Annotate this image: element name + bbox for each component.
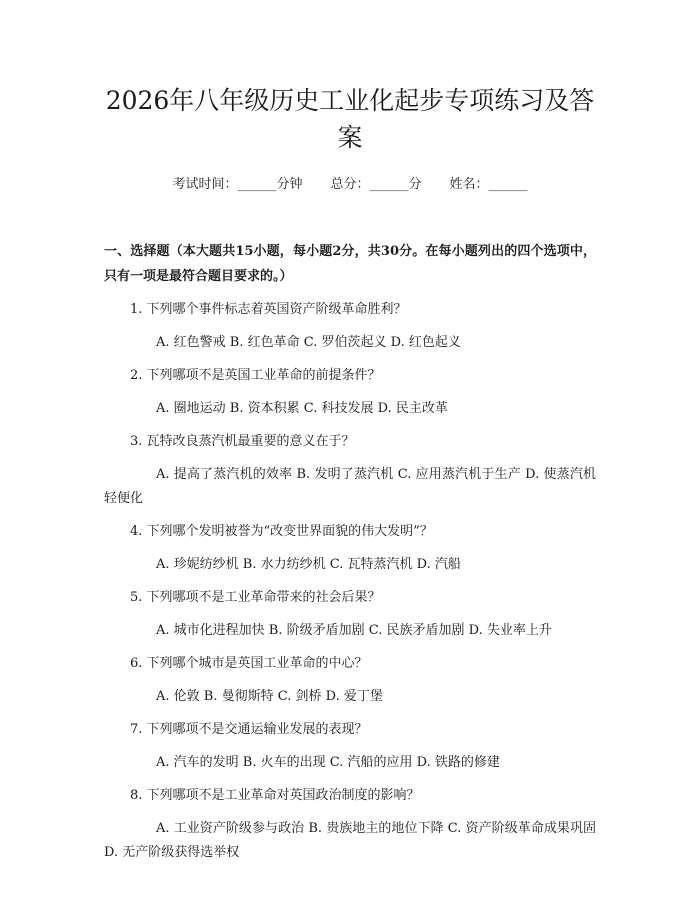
question-item	[104, 718, 596, 775]
question-options: A. 工业资产阶级参与政治 B. 贵族地主的地位下降 C. 资产阶级革命成果巩固 D. 无产阶级获得选举权	[104, 821, 596, 860]
page-title: 2026年八年级历史工业化起步专项练习及答案	[105, 86, 595, 152]
question-item	[104, 298, 596, 355]
question-item	[104, 430, 596, 511]
question-text: 6. 下列哪个城市是英国工业革命的中心？	[130, 656, 368, 671]
question-text: 3. 瓦特改良蒸汽机最重要的意义在于？	[130, 434, 355, 449]
question-item	[104, 784, 596, 865]
question-options: A. 伦敦 B. 曼彻斯特 C. 剑桥 D. 爱丁堡	[156, 689, 383, 704]
question-list	[104, 298, 596, 865]
exam-time: 考试时间：______分钟	[172, 177, 303, 192]
question-item	[104, 364, 596, 421]
question-item	[104, 652, 596, 709]
question-text: 5. 下列哪项不是工业革命带来的社会后果？	[130, 590, 381, 605]
question-options: A. 圈地运动 B. 资本积累 C. 科技发展 D. 民主改革	[156, 401, 448, 416]
question-options: A. 提高了蒸汽机的效率 B. 发明了蒸汽机 C. 应用蒸汽机于生产 D. 使蒸汽机轻便化	[104, 467, 596, 506]
question-item	[104, 586, 596, 643]
question-text: 8. 下列哪项不是工业革命对英国政治制度的影响？	[130, 788, 420, 803]
question-text: 1. 下列哪个事件标志着英国资产阶级革命胜利？	[130, 302, 407, 317]
section-heading: 一、选择题（本大题共15小题，每小题2分，共30分。在每小题列出的四个选项中，只有一项是最符合题目要求的。）	[104, 244, 596, 284]
question-options: A. 红色警戒 B. 红色革命 C. 罗伯茨起义 D. 红色起义	[156, 335, 461, 350]
question-options: A. 珍妮纺纱机 B. 水力纺纱机 C. 瓦特蒸汽机 D. 汽船	[156, 557, 461, 572]
exam-score: 总分：______分	[330, 177, 422, 192]
exam-meta	[104, 176, 596, 194]
question-item	[104, 520, 596, 577]
question-text: 4. 下列哪个发明被誉为“改变世界面貌的伟大发明”？	[130, 524, 433, 539]
student-name: 姓名：______	[449, 177, 528, 192]
question-options: A. 城市化进程加快 B. 阶级矛盾加剧 C. 民族矛盾加剧 D. 失业率上升	[156, 623, 552, 638]
question-options: A. 汽车的发明 B. 火车的出现 C. 汽船的应用 D. 铁路的修建	[156, 755, 500, 770]
question-text: 7. 下列哪项不是交通运输业发展的表现？	[130, 722, 368, 737]
question-text: 2. 下列哪项不是英国工业革命的前提条件？	[130, 368, 381, 383]
